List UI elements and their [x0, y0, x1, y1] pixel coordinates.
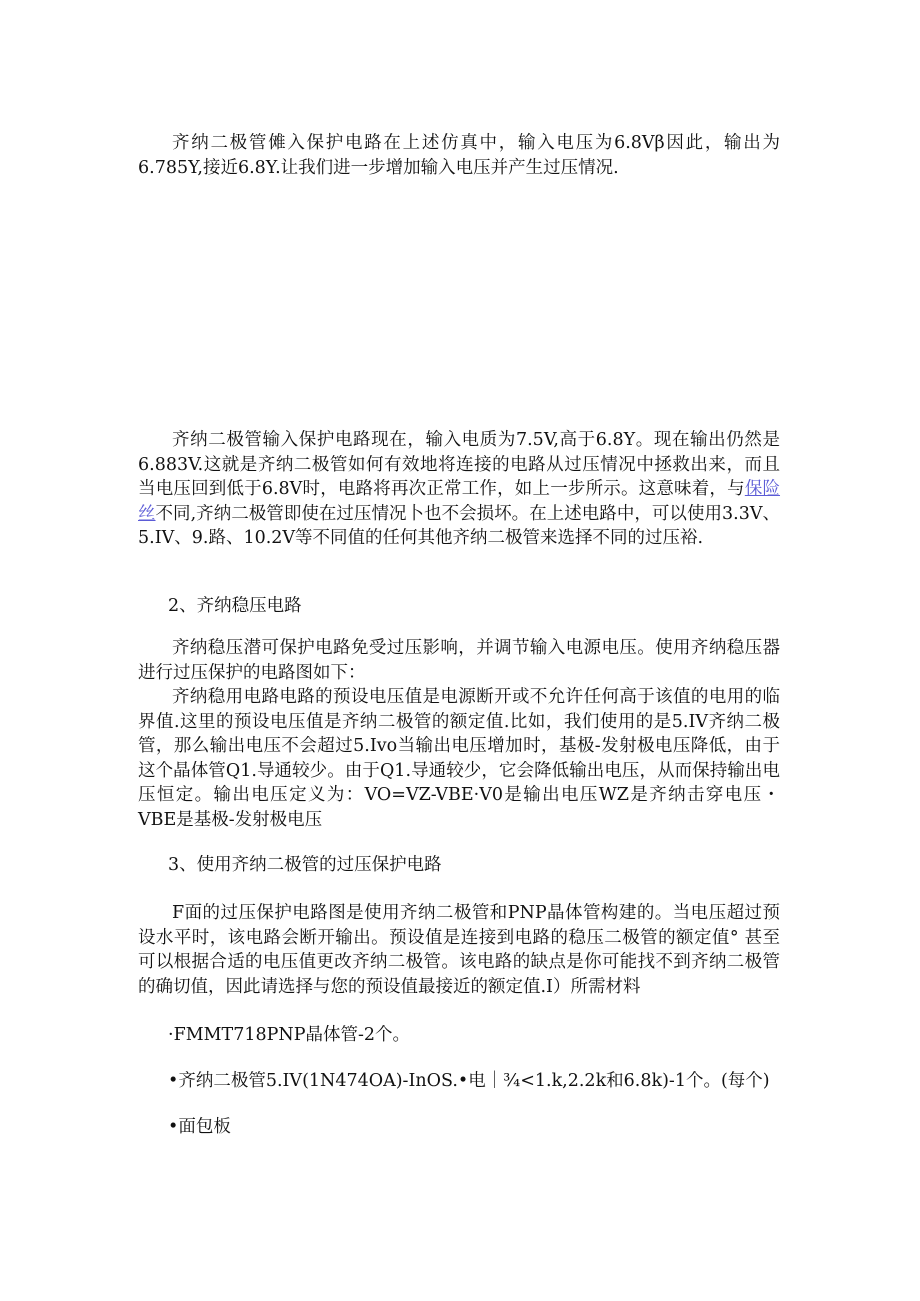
section-heading-overvoltage-circuit: 3、使用齐纳二极管的过压保护电路	[168, 855, 442, 875]
paragraph-zener-simulation: 齐纳二极管傩入保护电路在上述仿真中，输入电压为6.8Vβ因此，输出为6.785Y,接近6.8Y.让我们进一步增加输入电压并产生过压情况.	[138, 133, 780, 178]
section-heading-zener-regulator: 2、齐纳稳压电路	[168, 596, 302, 616]
paragraph-zener-regulator-detail: 齐纳稳用电路电路的预设电压值是电源断开或不允许任何高于该值的电用的临界值.这里的预设电压值是齐纳二极管的额定值.比如，我们使用的是5.IV齐纳二极管，那么输出电压不会超过5.Ivo当输出电压增加时，基极-发射极电压降低，由于这个晶体管Q1.导通较少。由于Q1.导通较少，它会降低输出电压，从而保持输出电压恒定。输出电压定义为：VO=VZ-VBE·V0是输出电压WZ是齐纳击穿电压・VBE是基极-发射极电压	[138, 687, 780, 830]
paragraph-overvoltage-result	[138, 428, 780, 551]
material-item: •面包板	[168, 1117, 231, 1137]
paragraph-text-after-link: 不同,齐纳二极管即使在过压情况卜也不会损坏。在上述电路中，可以使用3.3V、5.IV、9.路、10.2V等不同值的任何其他齐纳二极管来选择不同的过压裕.	[138, 503, 781, 548]
material-item: •齐纳二极管5.IV(1N474OA)-InOS.•电｜¾<1.k,2.2k和6.8k)-1个。(每个)	[168, 1071, 770, 1091]
fuse-link[interactable]: 保险丝	[138, 479, 781, 524]
paragraph-text-before-link: 齐纳二极管输入保护电路现在，输入电质为7.5V,高于6.8Y。现在输出仍然是6.883V.这就是齐纳二极管如何有效地将连接的电路从过压情况中拯救出来，而且当电压回到低于6.8V时，电路将再次正常工作，如上一步所示。这意味着，与	[138, 430, 780, 499]
material-item: ·FMMT718PNP晶体管-2个。	[168, 1025, 411, 1045]
paragraph-overvoltage-circuit: F面的过压保护电路图是使用齐纳二极管和PNP晶体管构建的。当电压超过预设水平时，该电路会断开输出。预设值是连接到电路的稳压二极管的额定值° 甚至可以根据合适的电压值更改齐纳二极管。该电路的缺点是你可能找不到齐纳二极管的确切值，因此请选择与您的预设值最接近的额定值.I）所需材料	[138, 903, 780, 997]
paragraph-zener-regulator-intro: 齐纳稳压潜可保护电路免受过压影响，并调节输入电源电压。使用齐纳稳压器进行过压保护的电路图如下：	[138, 638, 780, 683]
